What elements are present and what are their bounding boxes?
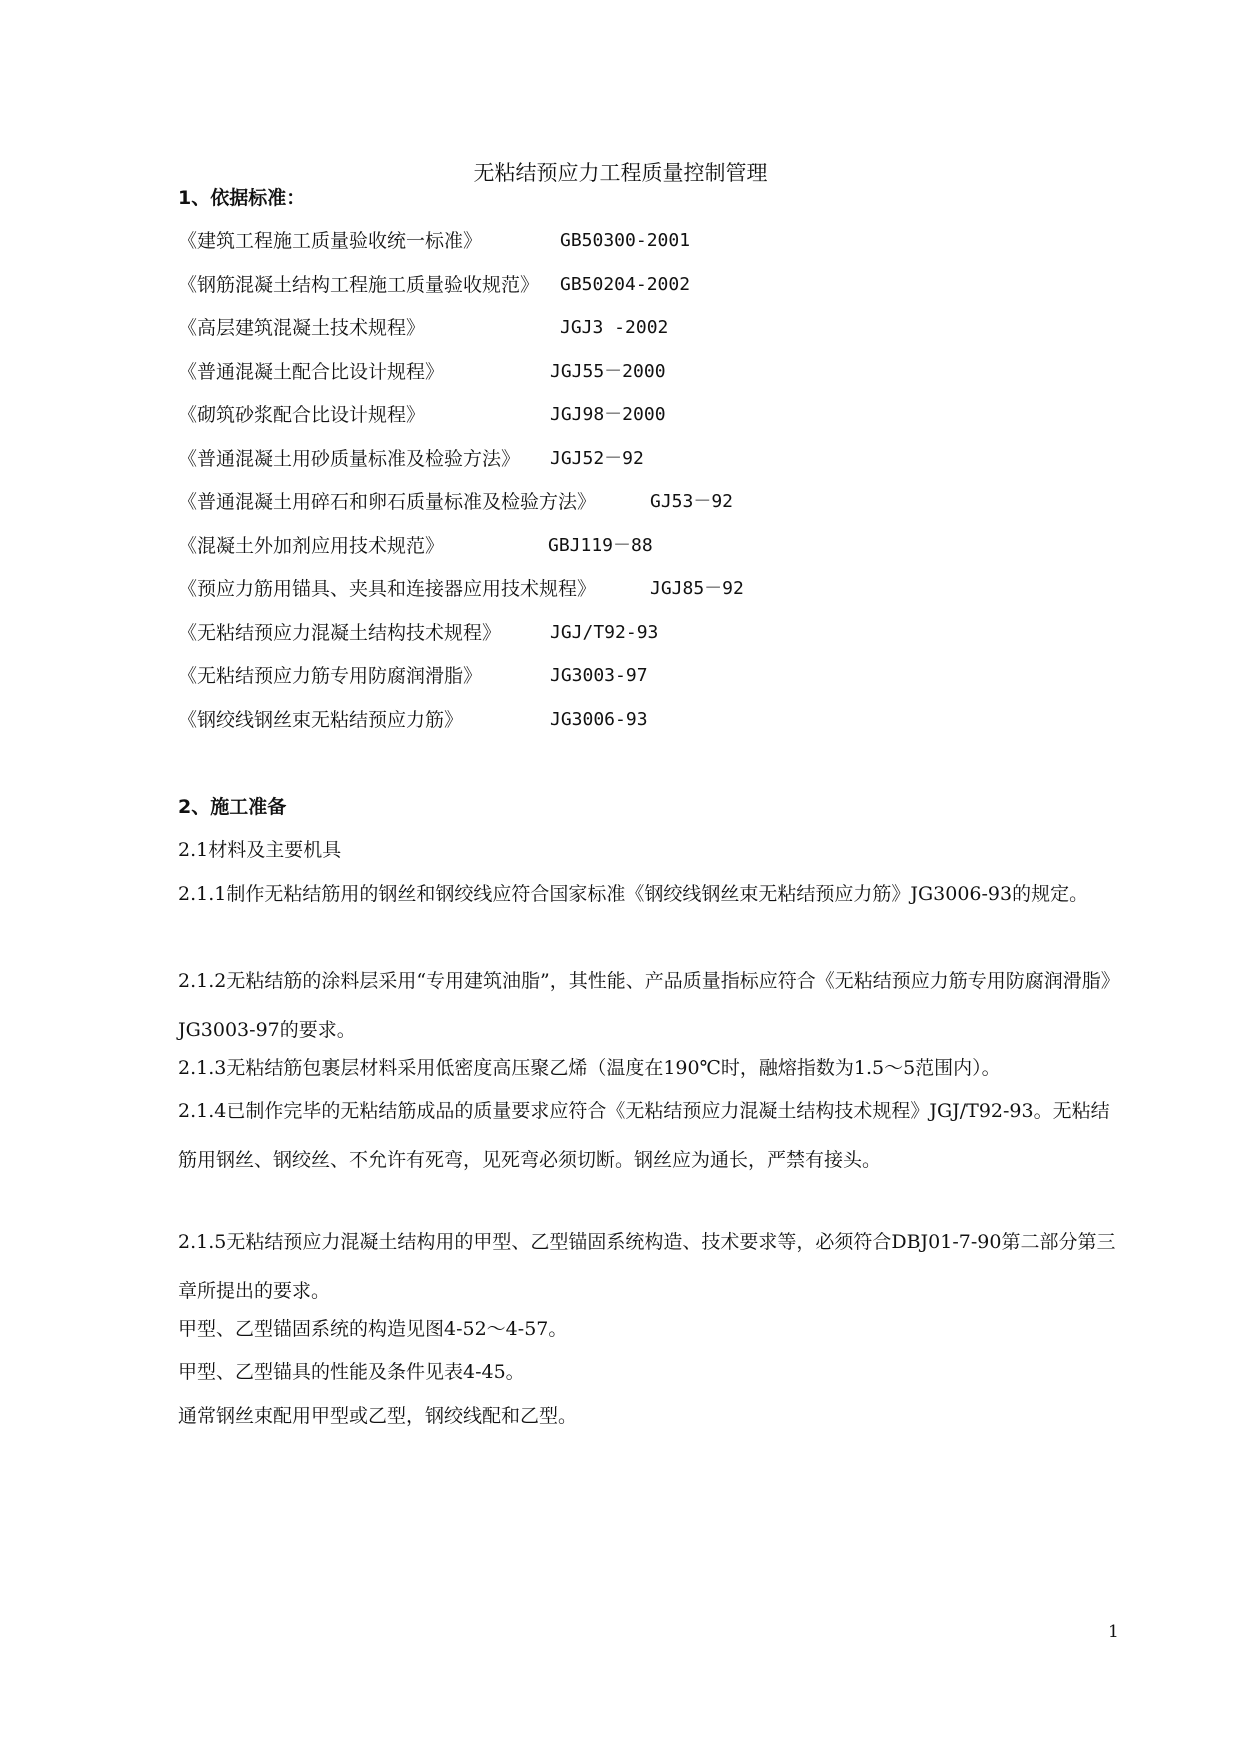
standard-code: JGJ98－2000 (550, 404, 666, 425)
standard-name: 《普通混凝土用砂质量标准及检验方法》 (178, 448, 521, 470)
paragraph: 通常钢丝束配用甲型或乙型，钢绞线配和乙型。 (178, 1405, 578, 1427)
paragraph: 2.1材料及主要机具 (178, 839, 342, 861)
page-number: 1 (1108, 1622, 1119, 1642)
standard-code: JG3006-93 (550, 709, 648, 730)
paragraph: 2.1.1制作无粘结筋用的钢丝和钢绞线应符合国家标准《钢绞线钢丝束无粘结预应力筋》JG3006-93的规定。 (178, 883, 1089, 905)
standard-code: GB50204-2002 (560, 274, 691, 295)
standard-name: 《预应力筋用锚具、夹具和连接器应用技术规程》 (178, 578, 597, 600)
document-title: 无粘结预应力工程质量控制管理 (473, 161, 768, 185)
standard-name: 《普通混凝土用碎石和卵石质量标准及检验方法》 (178, 491, 597, 513)
standard-row (178, 270, 1078, 300)
standard-code: GBJ119－88 (548, 535, 653, 556)
standard-row (178, 618, 1078, 648)
standard-code: JGJ52－92 (550, 448, 644, 469)
standard-row (178, 705, 1078, 735)
standard-name: 《钢筋混凝土结构工程施工质量验收规范》 (178, 274, 540, 296)
standard-name: 《普通混凝土配合比设计规程》 (178, 361, 445, 383)
standard-row (178, 400, 1078, 430)
standard-name: 《钢绞线钢丝束无粘结预应力筋》 (178, 709, 464, 731)
standard-name: 《高层建筑混凝土技术规程》 (178, 317, 426, 339)
standard-row (178, 313, 1078, 343)
standard-name: 《无粘结预应力筋专用防腐润滑脂》 (178, 665, 483, 687)
standard-row (178, 661, 1078, 691)
standard-row (178, 531, 1078, 561)
standard-row (178, 226, 1078, 256)
paragraph: 甲型、乙型锚固系统的构造见图4-52～4-57。 (178, 1318, 568, 1340)
paragraph: 2.1.3无粘结筋包裹层材料采用低密度高压聚乙烯（温度在190℃时，融熔指数为1.5～5范围内）。 (178, 1057, 1001, 1079)
standard-name: 《混凝土外加剂应用技术规范》 (178, 535, 445, 557)
standard-row (178, 487, 1078, 517)
standard-name: 《建筑工程施工质量验收统一标准》 (178, 230, 483, 252)
paragraph: 2.1.2无粘结筋的涂料层采用“专用建筑油脂”，其性能、产品质量指标应符合《无粘结预应力筋专用防腐润滑脂》JG3003-97的要求。 (178, 970, 1120, 1041)
standard-code: JG3003-97 (550, 665, 648, 686)
standard-name: 《无粘结预应力混凝土结构技术规程》 (178, 622, 502, 644)
standard-code: GB50300-2001 (560, 230, 691, 251)
standard-row (178, 444, 1078, 474)
standard-code: JGJ/T92-93 (550, 622, 659, 643)
section-1-heading: 1、依据标准： (178, 187, 306, 209)
standard-code: JGJ85－92 (650, 578, 744, 599)
standard-code: JGJ55－2000 (550, 361, 666, 382)
standard-row (178, 574, 1078, 604)
section-2-heading: 2、施工准备 (178, 796, 287, 818)
standard-row (178, 357, 1078, 387)
standard-code: JGJ3 -2002 (560, 317, 669, 338)
paragraph: 2.1.4已制作完毕的无粘结筋成品的质量要求应符合《无粘结预应力混凝土结构技术规程》JGJ/T92-93。无粘结筋用钢丝、钢绞丝、不允许有死弯，见死弯必须切断。钢丝应为通长，严禁有接头。 (178, 1100, 1110, 1171)
standard-code: GJ53－92 (650, 491, 734, 512)
standard-name: 《砌筑砂浆配合比设计规程》 (178, 404, 426, 426)
paragraph: 甲型、乙型锚具的性能及条件见表4-45。 (178, 1361, 525, 1383)
paragraph: 2.1.5无粘结预应力混凝土结构用的甲型、乙型锚固系统构造、技术要求等，必须符合DBJ01-7-90第二部分第三章所提出的要求。 (178, 1231, 1116, 1302)
